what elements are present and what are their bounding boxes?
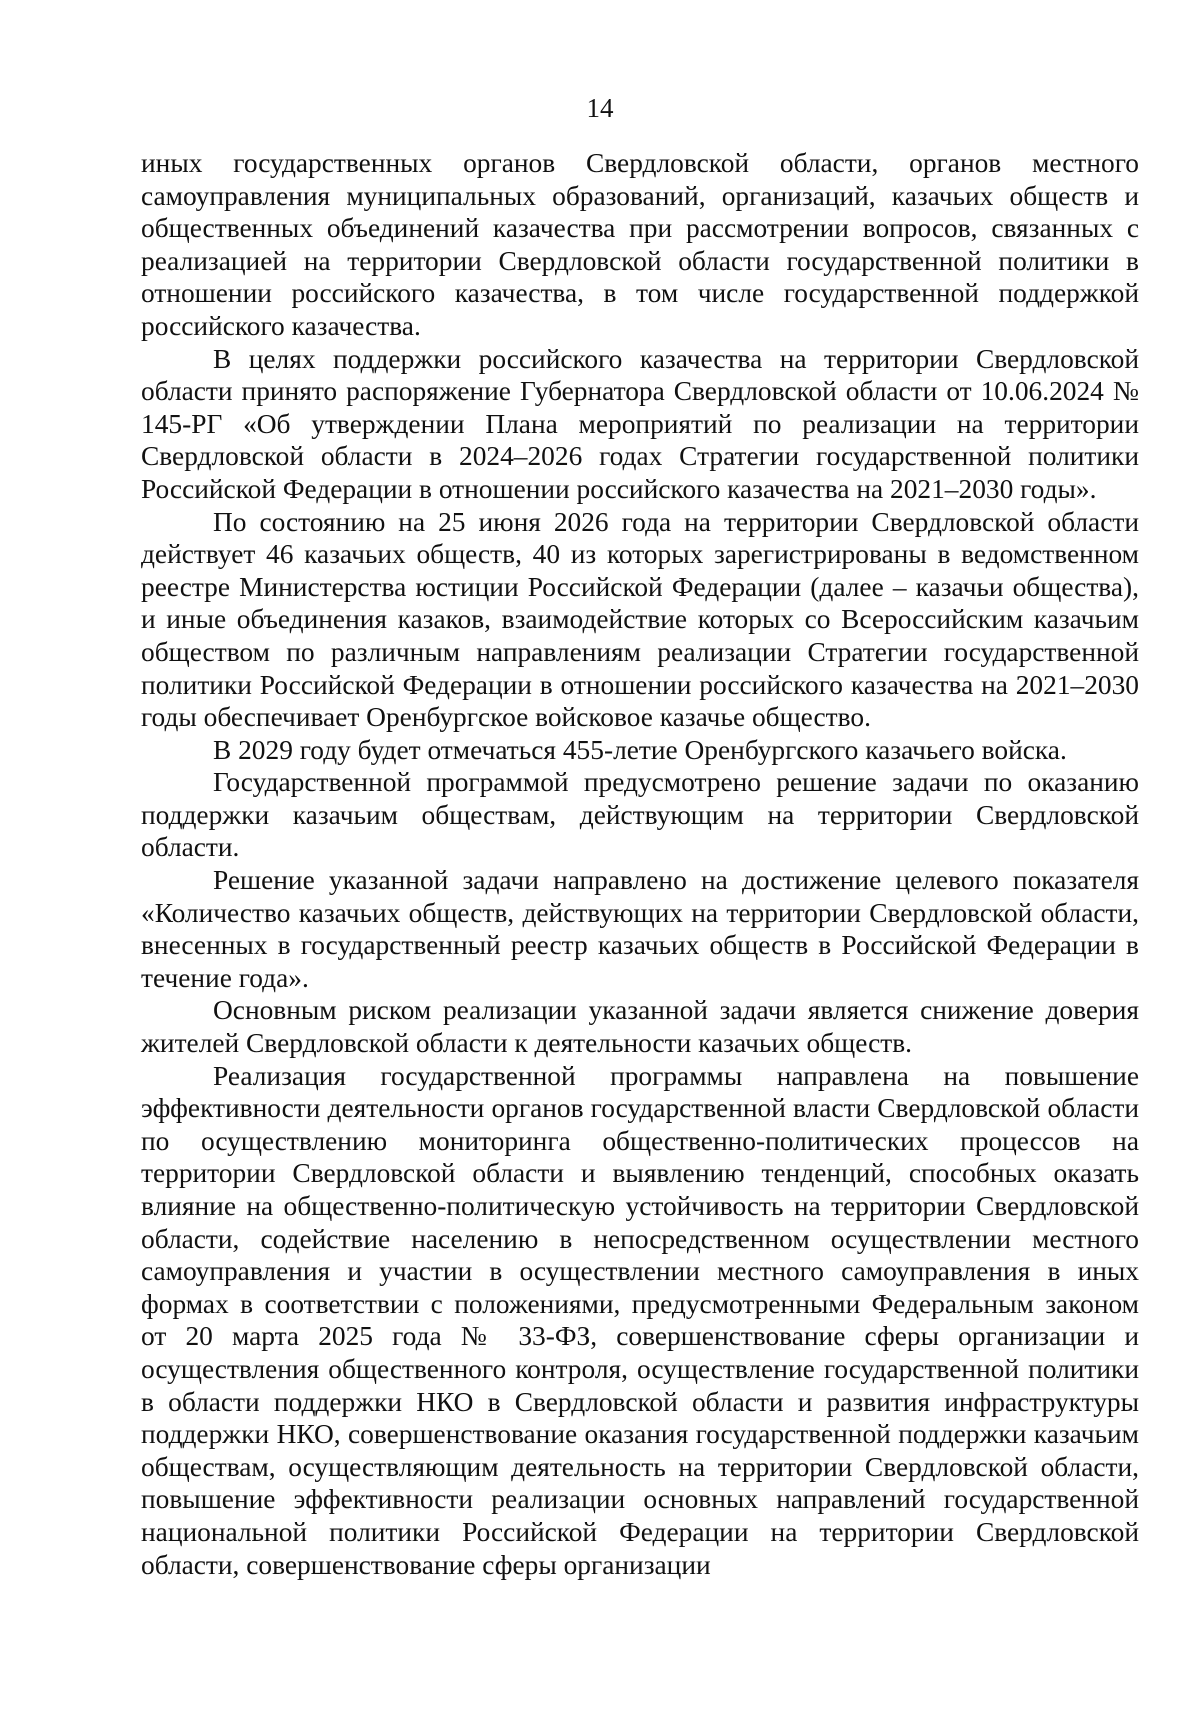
paragraph-target-indicator: Решение указанной задачи направлено на достижение целевого показателя «Количество казачьих обществ, действующих на территории Свердловской области, внесенных в государственный реестр казачьих обществ в Российской Федерации в течение года».	[141, 865, 1139, 993]
paragraph-main-risk: Основным риском реализации указанной задачи является снижение доверия жителей Свердловской области к деятельности казачьих обществ.	[141, 995, 1139, 1059]
document-body	[141, 147, 1139, 1581]
paragraph-program-implementation: Реализация государственной программы направлена на повышение эффективности деятельности органов государственной власти Свердловской области по осуществлению мониторинга общественно-политических процессов на территории Свердловской области и выявлению тенденций, способных оказать влияние на общественно-политическую устойчивость на территории Свердловской области, содействие населению в непосредственном осуществлении местного самоуправления и участии в осуществлении местного самоуправления в иных формах в соответствии с положениями, предусмотренными Федеральным законом от 20 марта 2025 года № 33-ФЗ, совершенствование сферы организации и осуществления общественного контроля, осуществление государственной политики в области поддержки НКО в Свердловской области и развития инфраструктуры поддержки НКО, совершенствование оказания государственной поддержки казачьим обществам, осуществляющим деятельность на территории Свердловской области, повышение эффективности реализации основных направлений государственной национальной политики Российской Федерации на территории Свердловской области, совершенствование сферы организации	[141, 1060, 1139, 1580]
paragraph-program-task: Государственной программой предусмотрено решение задачи по оказанию поддержки казачьим обществам, действующим на территории Свердловской области.	[141, 767, 1139, 863]
paragraph-anniversary: В 2029 году будет отмечаться 455-летие Оренбургского казачьего войска.	[213, 734, 1067, 765]
page-number: 14	[586, 93, 614, 123]
paragraph-continuation: иных государственных органов Свердловской области, органов местного самоуправления муниципальных образований, организаций, казачьих обществ и общественных объединений казачества при рассмотрении вопросов, связанных с реализацией на территории Свердловской области государственной политики в отношении российского казачества, в том числе государственной поддержкой российского казачества.	[141, 148, 1139, 341]
paragraph-cossack-support-order: В целях поддержки российского казачества на территории Свердловской области принято распоряжение Губернатора Свердловской области от 10.06.2024 № 145-РГ «Об утверждении Плана мероприятий по реализации на территории Свердловской области в 2024–2026 годах Стратегии государственной политики Российской Федерации в отношении российского казачества на 2021–2030 годы».	[141, 343, 1139, 504]
paragraph-cossack-societies-status: По состоянию на 25 июня 2026 года на территории Свердловской области действует 46 казачьих обществ, 40 из которых зарегистрированы в ведомственном реестре Министерства юстиции Российской Федерации (далее – казачьи общества), и иные объединения казаков, взаимодействие которых со Всероссийским казачьим обществом по различным направлениям реализации Стратегии государственной политики Российской Федерации в отношении российского казачества на 2021–2030 годы обеспечивает Оренбургское войсковое казачье общество.	[141, 506, 1139, 733]
